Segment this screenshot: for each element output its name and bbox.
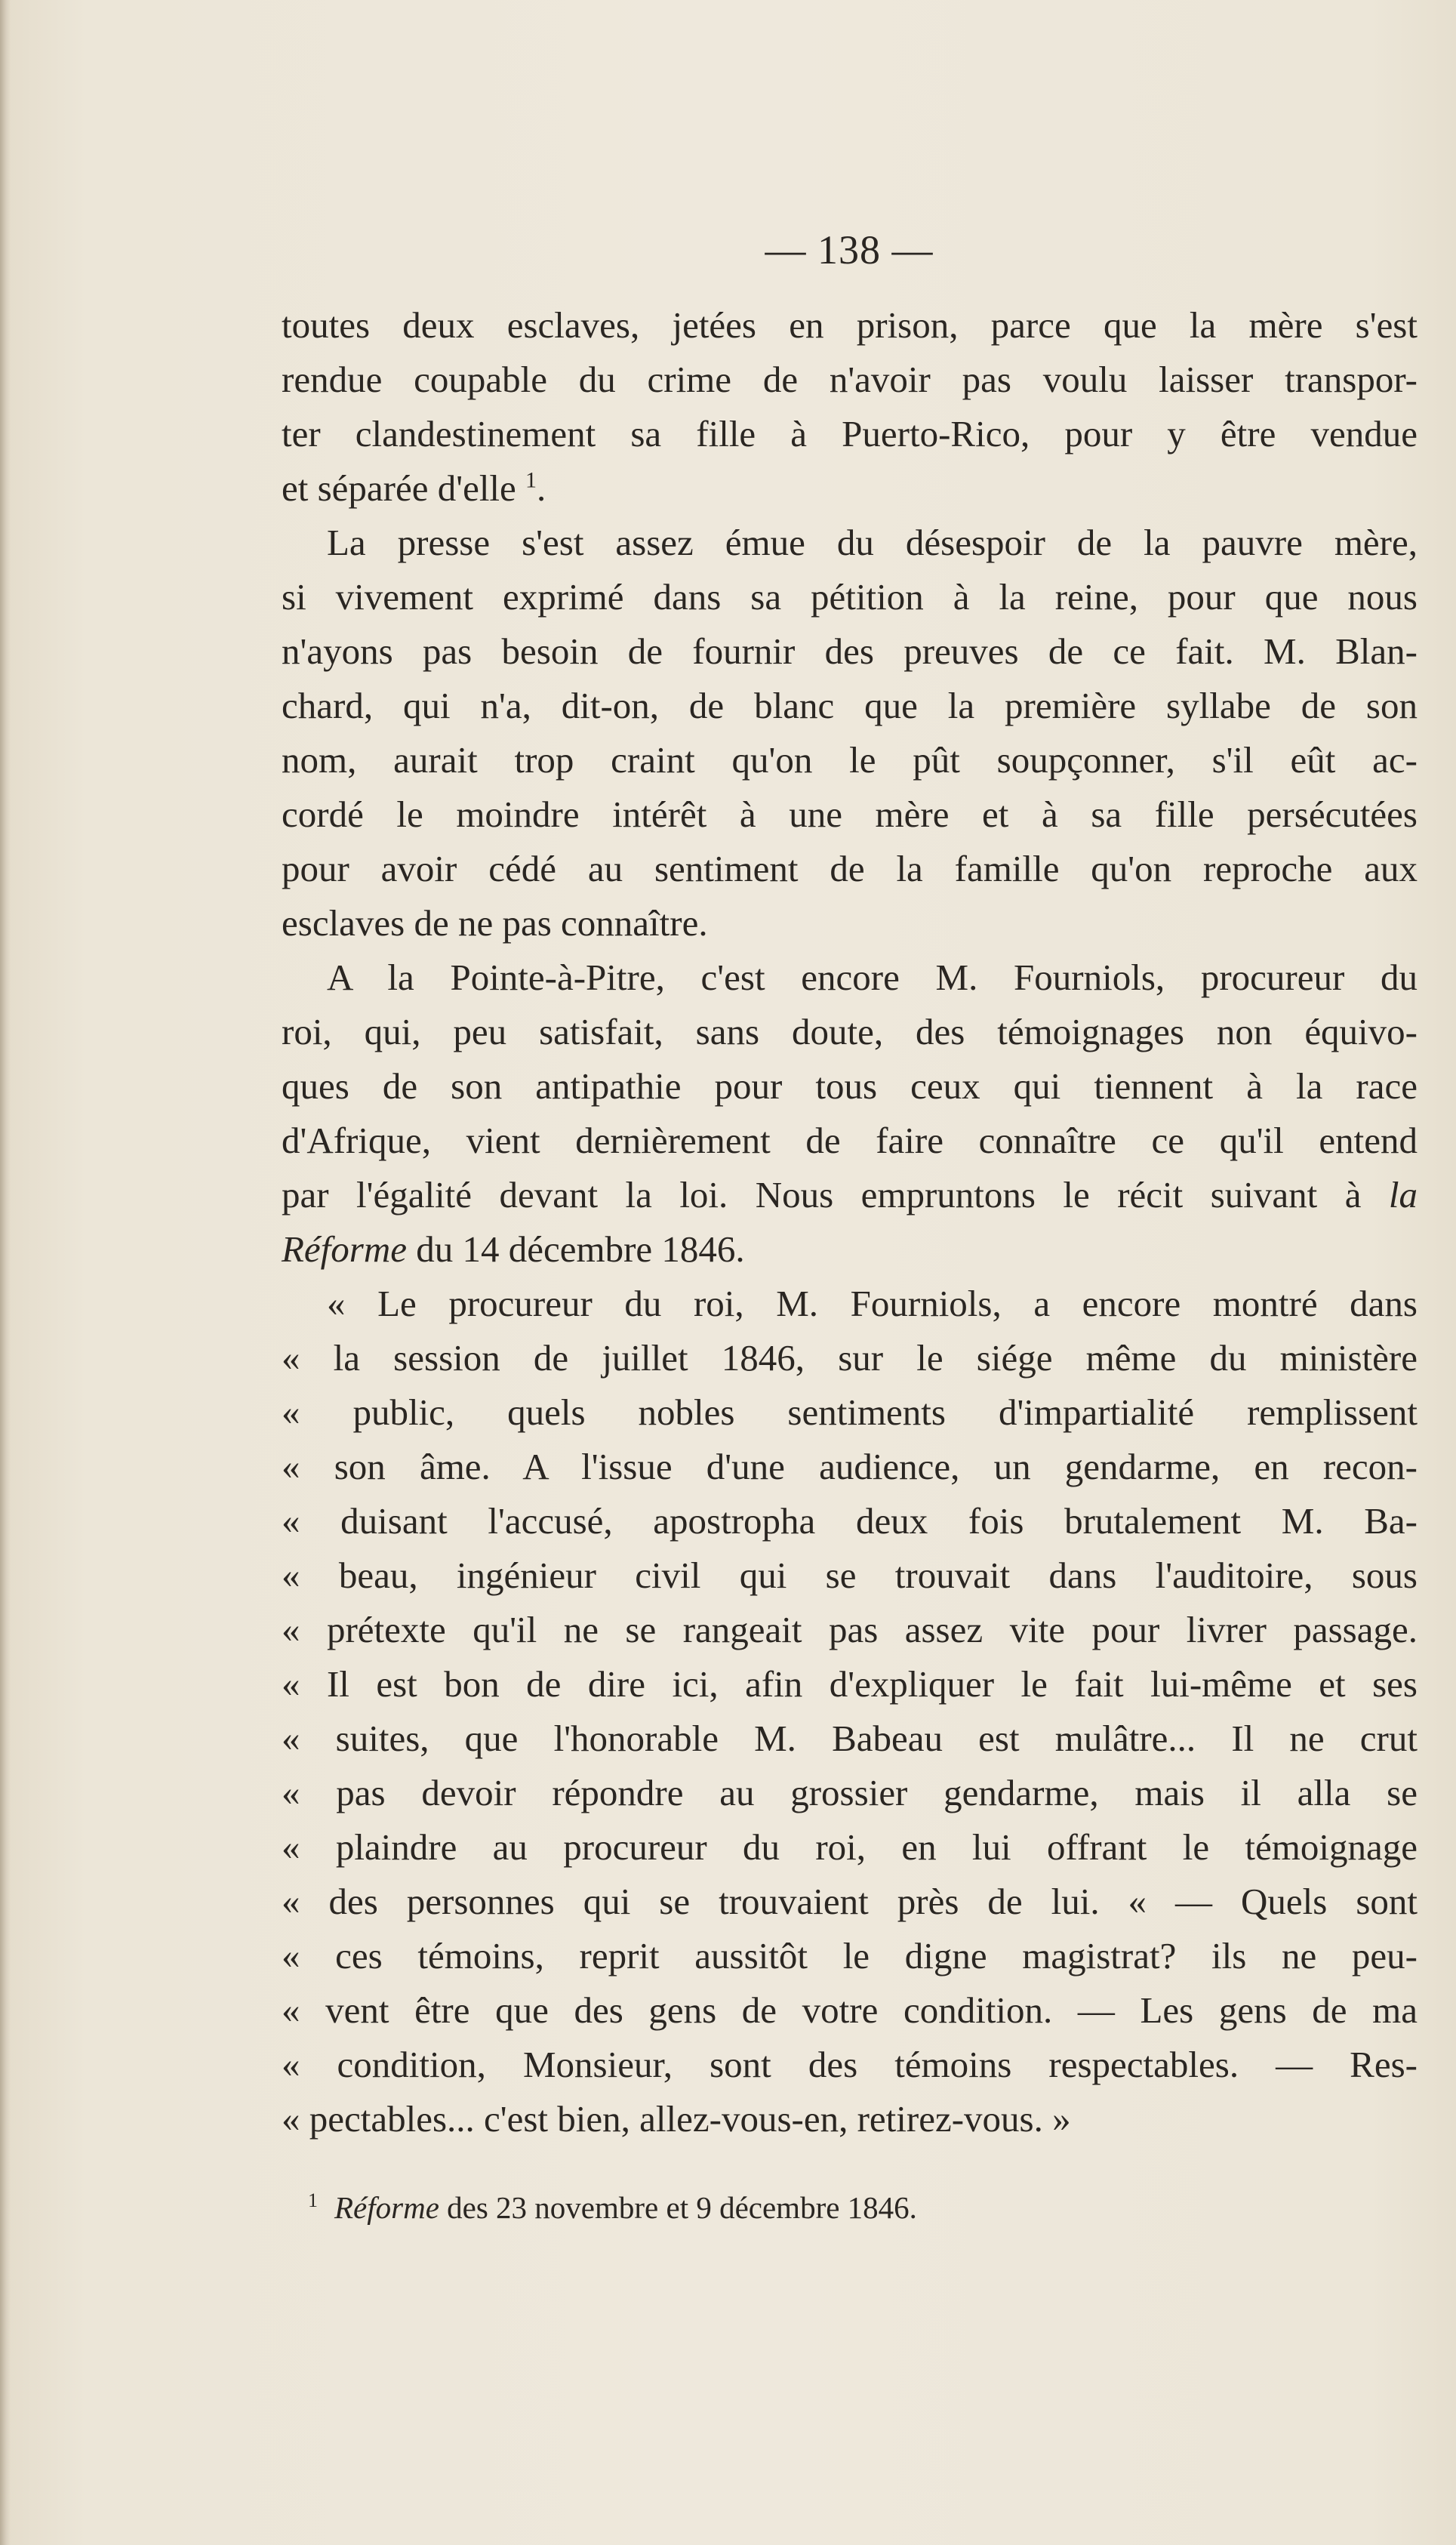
text-line: [282, 679, 1418, 733]
line-text: « son âme. A l'issue d'une audience, un gendarme, en recon-: [282, 1446, 1418, 1487]
text-line: [282, 1657, 1418, 1712]
text-line: [282, 1168, 1418, 1222]
text-line: [282, 353, 1418, 407]
line-text: « la session de juillet 1846, sur le siége même du ministère: [282, 1337, 1418, 1379]
text-line: [282, 1875, 1418, 1929]
line-text: chard, qui n'a, dit-on, de blanc que la première syllabe de son: [282, 685, 1418, 726]
text-line: [282, 951, 1418, 1005]
text-line: [282, 896, 1418, 951]
text-line: [282, 1983, 1418, 2038]
line-text: « beau, ingénieur civil qui se trouvait dans l'auditoire, sous: [282, 1554, 1418, 1596]
text-line: [282, 842, 1418, 896]
line-text: roi, qui, peu satisfait, sans doute, des témoignages non équivo-: [282, 1011, 1418, 1052]
text-line: [282, 1114, 1418, 1168]
line-text: ques de son antipathie pour tous ceux qui tiennent à la race: [282, 1065, 1418, 1107]
footnote-source: Réforme: [334, 2190, 439, 2225]
line-text: « ces témoins, reprit aussitôt le digne magistrat? ils ne peu-: [282, 1935, 1418, 1977]
line-text: « pectables... c'est bien, allez-vous-en, retirez-vous. »: [282, 2098, 1071, 2140]
line-text: « condition, Monsieur, sont des témoins respectables. — Res-: [282, 2044, 1418, 2085]
body-text: [282, 298, 1418, 2146]
line-text: toutes deux esclaves, jetées en prison, parce que la mère s'est: [282, 304, 1418, 346]
text-line: [282, 1548, 1418, 1603]
text-line: [282, 1222, 1418, 1277]
text-line: [282, 516, 1418, 570]
line-text: « Le procureur du roi, M. Fourniols, a encore montré dans: [327, 1283, 1418, 1324]
line-text: « public, quels nobles sentiments d'impartialité remplissent: [282, 1391, 1418, 1433]
text-line: [282, 298, 1418, 353]
line-text: ter clandestinement sa fille à Puerto-Rico, pour y être vendue: [282, 413, 1418, 454]
text-line: [282, 1277, 1418, 1331]
text-line: [282, 461, 1418, 516]
line-text: « duisant l'accusé, apostropha deux fois brutalement M. Ba-: [282, 1500, 1418, 1542]
line-text: d'Afrique, vient dernièrement de faire connaître ce qu'il entend: [282, 1120, 1418, 1161]
line-text: « prétexte qu'il ne se rangeait pas assez vite pour livrer passage.: [282, 1609, 1418, 1650]
text-line: [282, 787, 1418, 842]
line-text: « des personnes qui se trouvaient près de lui. « — Quels sont: [282, 1881, 1418, 1922]
line-text: rendue coupable du crime de n'avoir pas voulu laisser transpor-: [282, 359, 1418, 400]
line-text: « vent être que des gens de votre condition. — Les gens de ma: [282, 1989, 1418, 2031]
line-text: « Il est bon de dire ici, afin d'expliquer le fait lui-même et ses: [282, 1663, 1418, 1705]
line-text: « suites, que l'honorable M. Babeau est mulâtre... Il ne crut: [282, 1718, 1418, 1759]
line-text: si vivement exprimé dans sa pétition à la reine, pour que nous: [282, 576, 1418, 618]
footnote-text: des 23 novembre et 9 décembre 1846.: [439, 2190, 917, 2225]
text-line: [282, 733, 1418, 787]
text-line: [282, 2092, 1418, 2146]
line-text: n'ayons pas besoin de fournir des preuves de ce fait. M. Blan-: [282, 630, 1418, 672]
text-line: [282, 1929, 1418, 1983]
line-text: esclaves de ne pas connaître.: [282, 902, 708, 944]
text-line: [282, 1440, 1418, 1494]
line-text: et séparée d'elle: [282, 467, 516, 509]
line-text: « pas devoir répondre au grossier gendarme, mais il alla se: [282, 1772, 1418, 1813]
line-text: A la Pointe-à-Pitre, c'est encore M. Fourniols, procureur du: [327, 957, 1418, 998]
text-line: [282, 1712, 1418, 1766]
line-text-tail: .: [537, 467, 546, 509]
footnote-reference: 1: [525, 467, 537, 493]
text-line: [282, 1494, 1418, 1548]
line-text-tail: du 14 décembre 1846.: [407, 1228, 745, 1270]
page-binding-edge: [0, 0, 11, 2545]
line-text: « plaindre au procureur du roi, en lui offrant le témoignage: [282, 1826, 1418, 1868]
line-text: nom, aurait trop craint qu'on le pût soupçonner, s'il eût ac-: [282, 739, 1418, 781]
text-line: [282, 1603, 1418, 1657]
footnote: [308, 2189, 917, 2226]
text-line: [282, 2038, 1418, 2092]
italic-text: la: [1388, 1174, 1418, 1215]
line-text: La presse s'est assez émue du désespoir de la pauvre mère,: [327, 522, 1418, 563]
text-line: [282, 570, 1418, 624]
text-line: [282, 1820, 1418, 1875]
text-line: [282, 1331, 1418, 1385]
page-number: — 138 —: [765, 227, 934, 273]
text-line: [282, 1385, 1418, 1440]
text-line: [282, 1005, 1418, 1059]
text-line: [282, 1766, 1418, 1820]
text-line: [282, 1059, 1418, 1114]
text-line: [282, 624, 1418, 679]
text-line: [282, 407, 1418, 461]
italic-text: Réforme: [282, 1228, 407, 1270]
line-text: cordé le moindre intérêt à une mère et à sa fille persécutées: [282, 793, 1418, 835]
line-text: par l'égalité devant la loi. Nous empruntons le récit suivant à: [282, 1174, 1362, 1215]
footnote-mark: 1: [308, 2189, 318, 2212]
line-text: pour avoir cédé au sentiment de la famille qu'on reproche aux: [282, 848, 1418, 889]
